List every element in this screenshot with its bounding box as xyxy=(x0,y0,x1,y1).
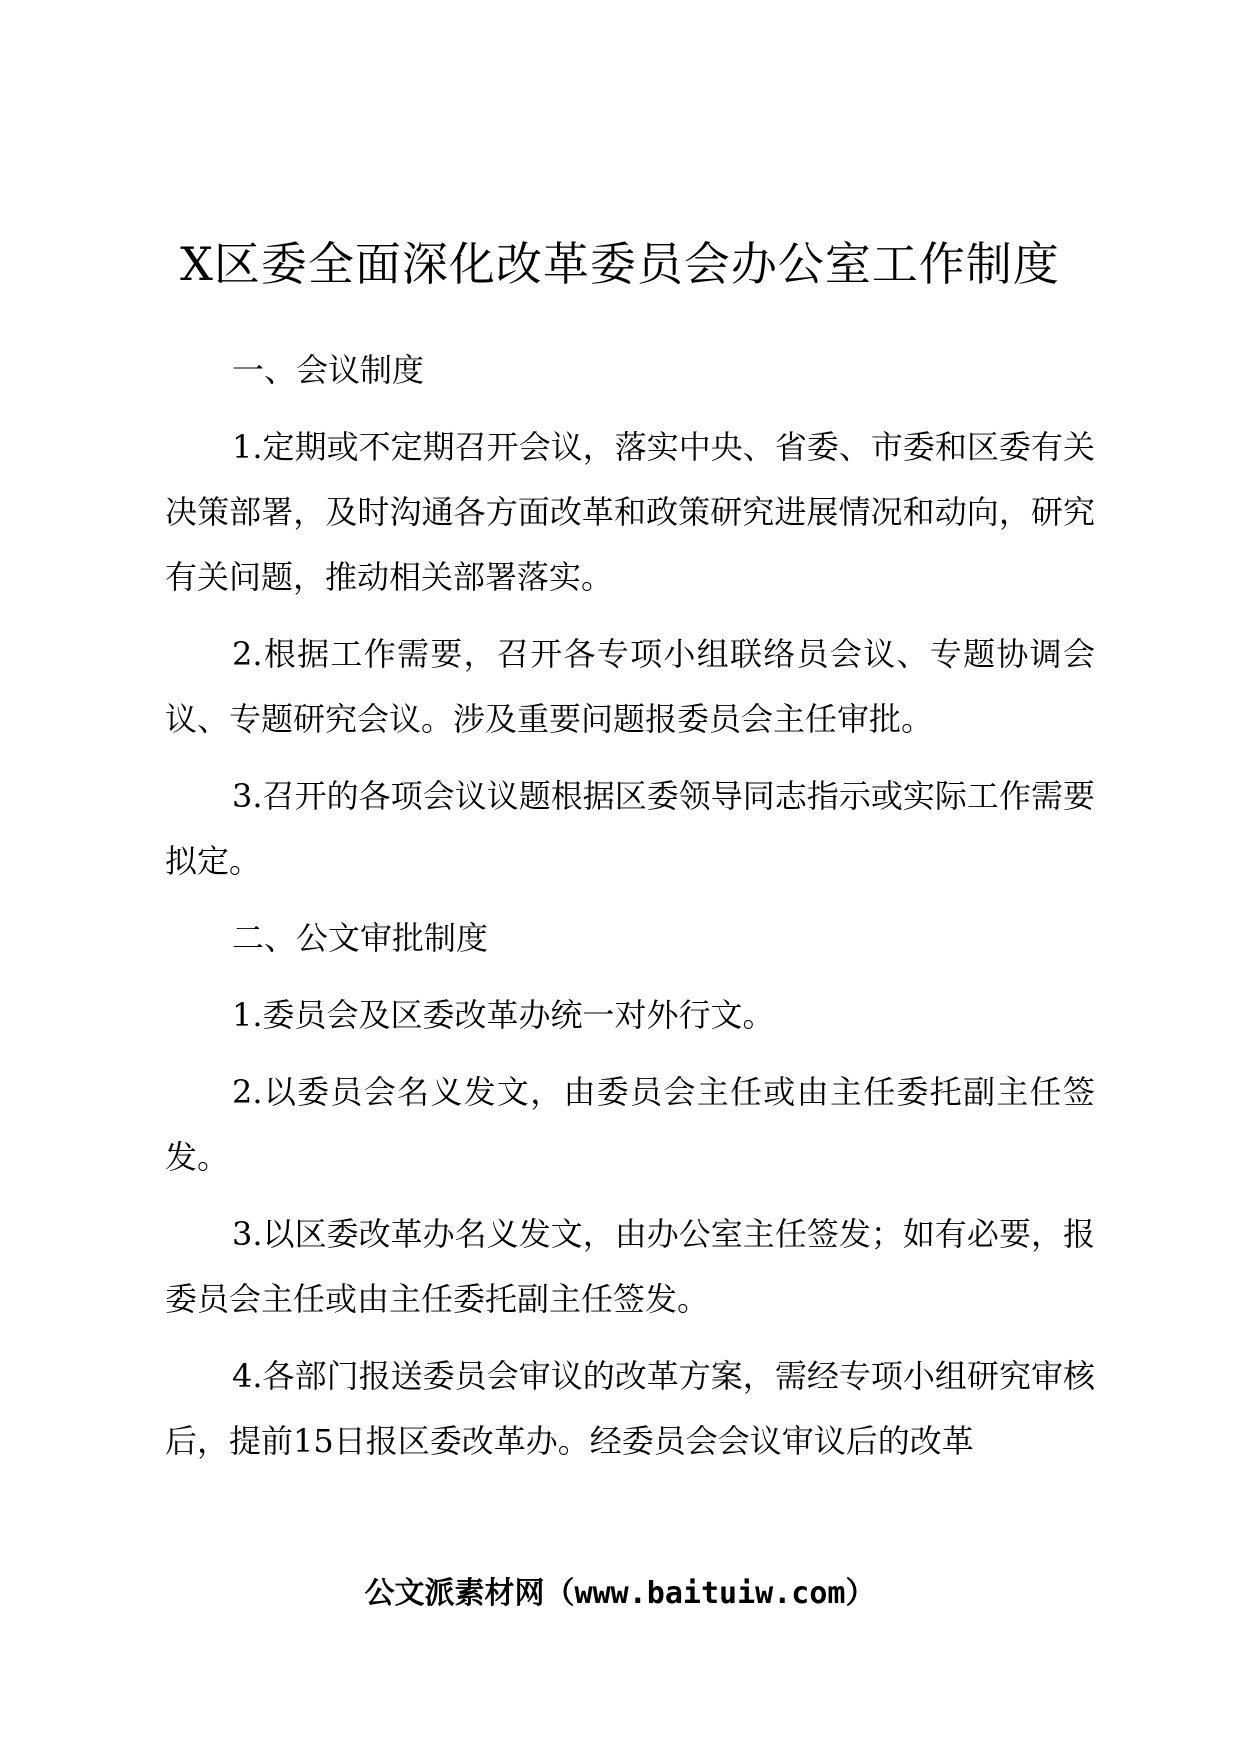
section-heading-meetings: 一、会议制度 xyxy=(232,351,425,389)
approval-rule-2: 2.以委员会名义发文，由委员会主任或由主任委托副主任签发。 xyxy=(165,1073,1095,1176)
meeting-rule-3: 3.召开的各项会议议题根据区委领导同志指示或实际工作需要拟定。 xyxy=(165,777,1095,880)
footer-watermark-text: 公文派素材网（www.baituiw.com） xyxy=(364,1576,876,1611)
document-title: X区委全面深化改革委员会办公室工作制度 xyxy=(180,237,1060,291)
approval-rule-3: 3.以区委改革办名义发文，由办公室主任签发；如有必要，报委员会主任或由主任委托副主任签发。 xyxy=(165,1215,1095,1318)
section-heading-document-approval: 二、公文审批制度 xyxy=(232,919,489,957)
approval-rule-1: 1.委员会及区委改革办统一对外行文。 xyxy=(232,996,775,1034)
meeting-rule-1: 1.定期或不定期召开会议，落实中央、省委、市委和区委有关决策部署，及时沟通各方面改革和政策研究进展情况和动向，研究有关问题，推动相关部署落实。 xyxy=(165,428,1095,596)
approval-rule-4: 4.各部门报送委员会审议的改革方案，需经专项小组研究审核后，提前15日报区委改革办。经委员会会议审议后的改革 xyxy=(165,1357,1095,1460)
meeting-rule-2: 2.根据工作需要，召开各专项小组联络员会议、专题协调会议、专题研究会议。涉及重要问题报委员会主任审批。 xyxy=(165,635,1095,738)
document-body xyxy=(165,338,1095,1486)
